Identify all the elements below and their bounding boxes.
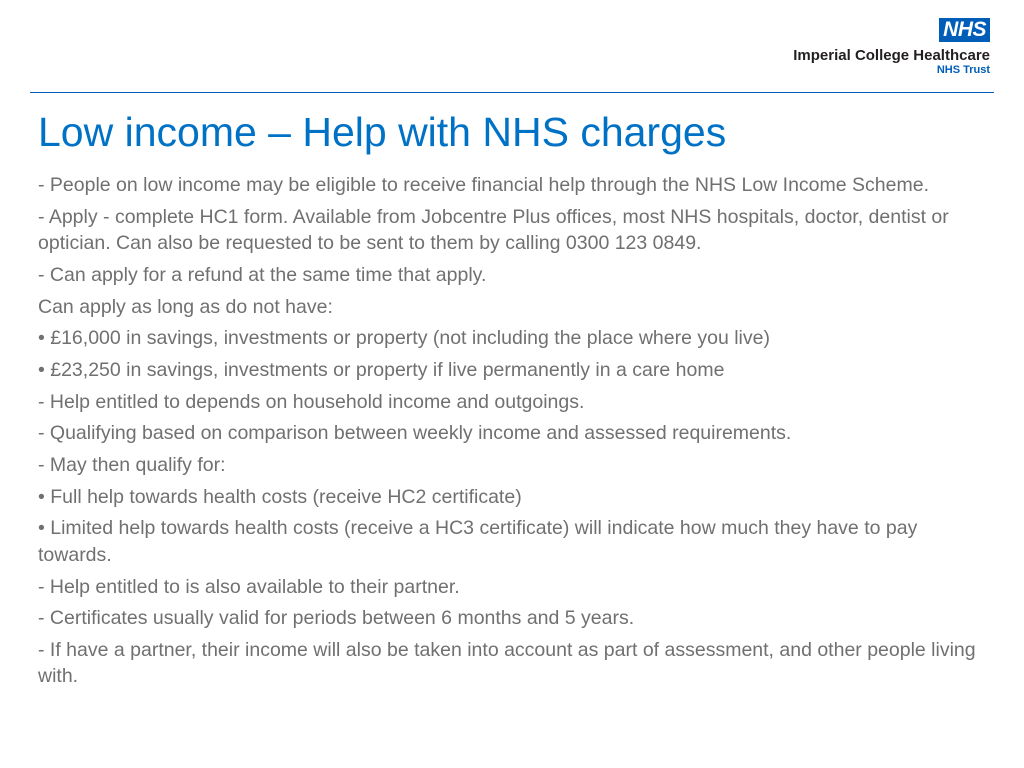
slide-title: Low income – Help with NHS charges [38, 109, 727, 155]
bullet-line: • £23,250 in savings, investments or property if live permanently in a care home [38, 358, 725, 381]
body-line: - People on low income may be eligible to receive financial help through the NHS Low Income Scheme. [38, 174, 929, 196]
nhs-trust-logo [793, 18, 990, 77]
org-subtitle: NHS Trust [936, 64, 990, 76]
nhs-logo-badge: NHS [939, 18, 990, 42]
bullet-line: • Full help towards health costs (receive HC2 certificate) [38, 485, 522, 508]
body-line: - May then qualify for: [38, 454, 226, 476]
bullet-line: • £16,000 in savings, investments or property (not including the place where you live) [38, 327, 770, 350]
body-line: - Help entitled to depends on household income and outgoings. [38, 390, 585, 413]
body-line: - Qualifying based on comparison between weekly income and assessed requirements. [38, 422, 792, 445]
org-name: Imperial College Healthcare [793, 47, 990, 64]
body-line: - Certificates usually valid for periods between 6 months and 5 years. [38, 607, 635, 630]
body-line: Can apply as long as do not have: [38, 295, 333, 318]
body-line: - If have a partner, their income will also be taken into account as part of assessment, and other people living with. [38, 638, 976, 688]
slide-body [38, 172, 978, 695]
body-line: - Help entitled to is also available to their partner. [38, 575, 460, 598]
body-line: - Apply - complete HC1 form. Available from Jobcentre Plus offices, most NHS hospitals, doctor, dentist or optician. Can also be requested to be sent to them by calling 0300 123 0849. [38, 205, 949, 255]
header-divider [30, 92, 994, 93]
bullet-line: • Limited help towards health costs (receive a HC3 certificate) will indicate how much they have to pay towards. [38, 517, 918, 566]
body-line: - Can apply for a refund at the same time that apply. [38, 263, 487, 286]
